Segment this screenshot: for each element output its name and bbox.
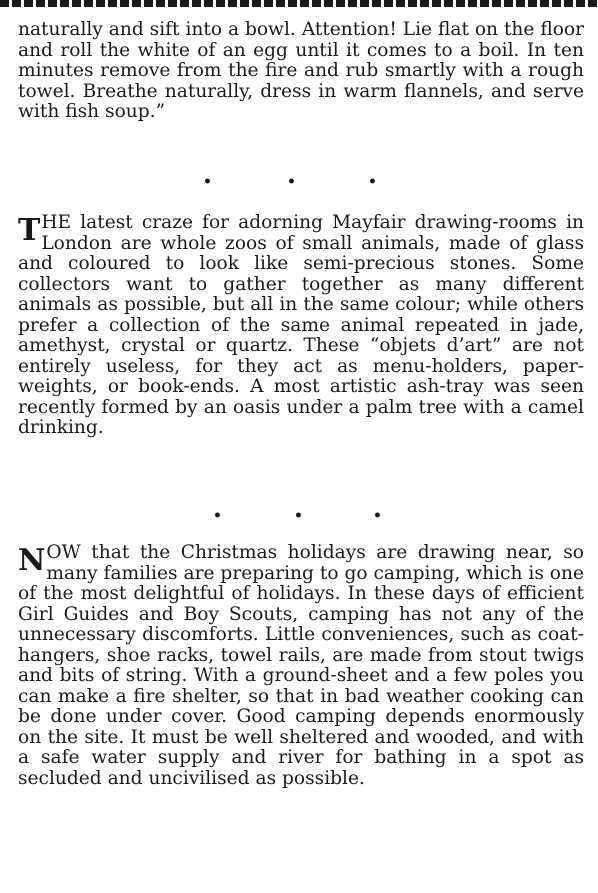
dropcap-t: T	[18, 213, 40, 248]
dropcap-n: N	[18, 543, 45, 578]
paragraph-camping-text: OW that the Christmas holidays are drawing near, so many families are preparing to go camping, which is one of the most delightful of holidays. In these days of efficient Girl Guides and Boy Scouts, camping has not any of the unnecessary discomforts. Little conveniences, such as coat-hangers, shoe racks, towel rails, are made from stout twigs and bits of string. With a ground-sheet and a few poles you can make a fire shelter, so that in bad weather cooking can be done under cover. Good camping depends enormously on the site. It must be well sheltered and wooded, and with a safe water supply and river for bathing in a spot as secluded and uncivilised as possible.	[18, 542, 584, 789]
paragraph-mayfair-text: HE latest craze for adorning Mayfair drawing-rooms in London are whole zoos of small animals, made of glass and coloured to look like semi-precious stones. Some collectors want to gather together as many different animals as possible, but all in the same colour; while others prefer a collection of the same animal repeated in jade, amethyst, crystal or quartz. These “objets d’art” are not entirely useless, for they act as menu-holders, paper-weights, or book-ends. A most artistic ash-tray was seen recently formed by an oasis under a palm tree with a camel drinking.	[18, 212, 584, 438]
decorative-top-border	[0, 0, 598, 7]
separator-star: •	[294, 508, 303, 524]
separator-star: •	[203, 174, 212, 190]
section-separator-2	[0, 509, 598, 523]
separator-star: •	[368, 174, 377, 190]
paragraph-mayfair-zoos	[18, 213, 584, 439]
separator-star: •	[213, 508, 222, 524]
separator-star: •	[373, 508, 382, 524]
paragraph-camping	[18, 543, 584, 789]
separator-star: •	[287, 174, 296, 190]
section-separator-1	[0, 175, 598, 189]
paragraph-egg-recipe: naturally and sift into a bowl. Attention! Lie flat on the floor and roll the white of an egg until it comes to a boil. In ten minutes remove from the fire and rub smartly with a rough towel. Breathe naturally, dress in warm flannels, and serve with fish soup.”	[18, 19, 584, 122]
